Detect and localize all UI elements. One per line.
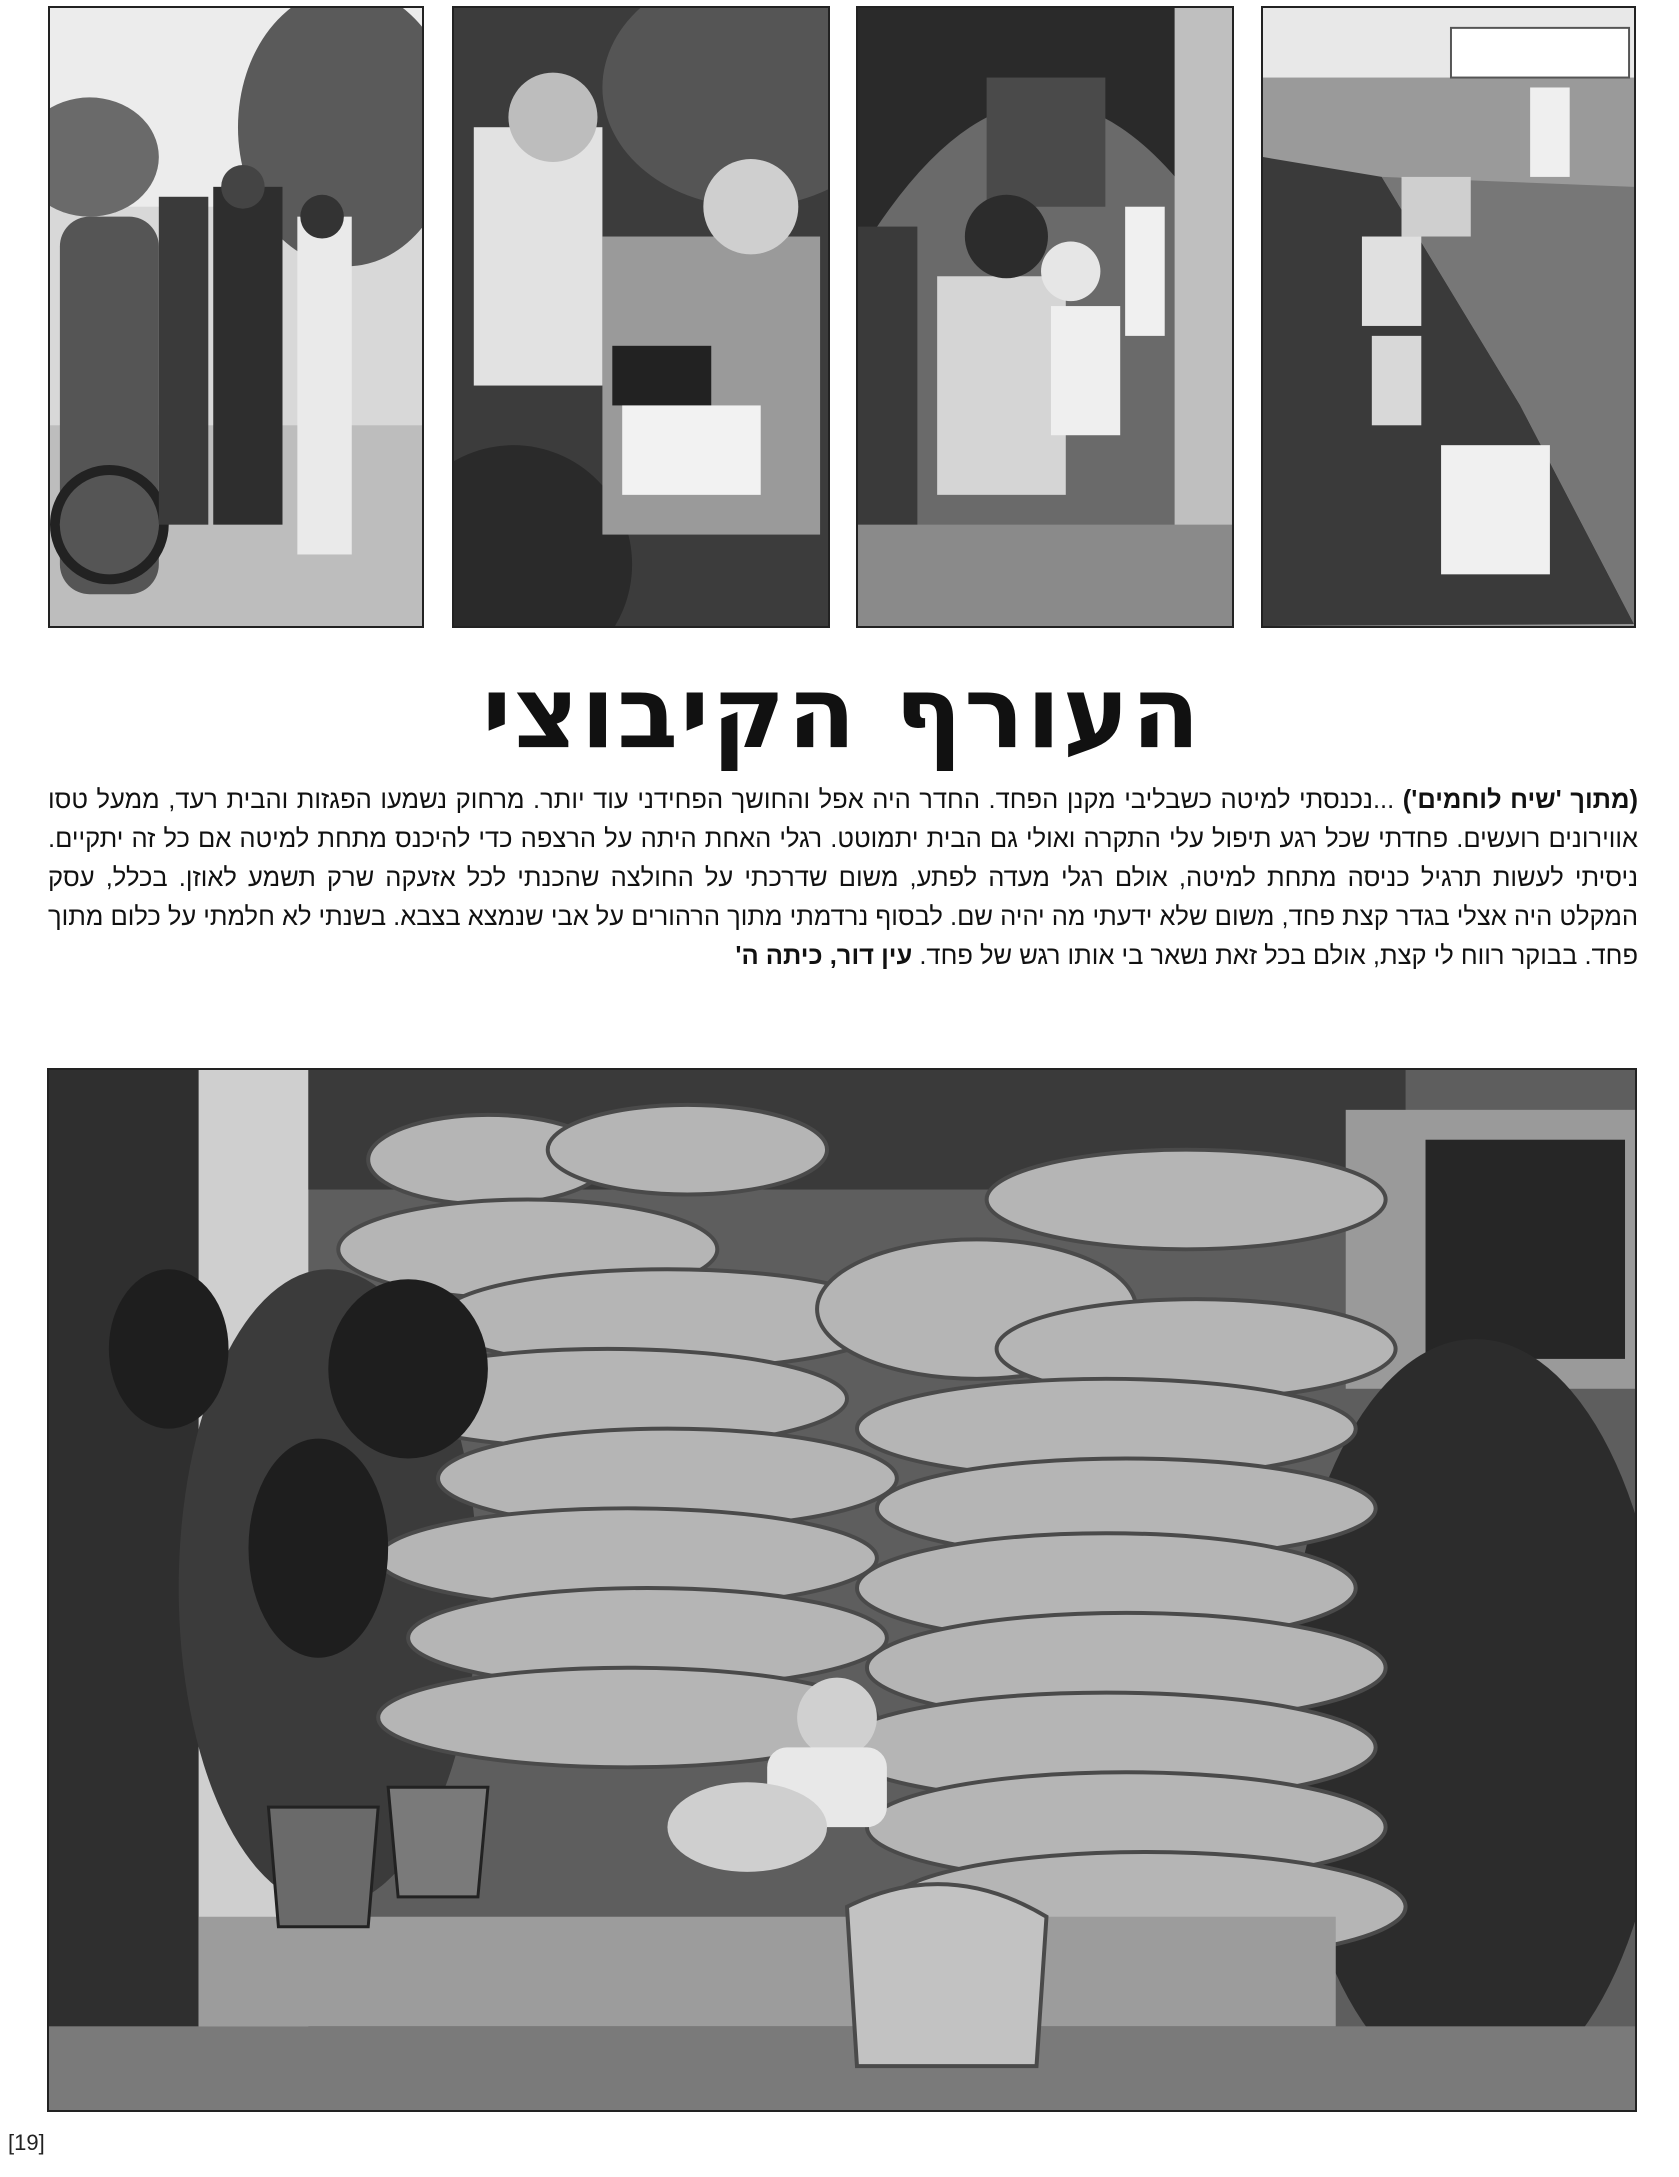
article-source-label: (מתוך 'שיח לוחמים') <box>1402 786 1638 814</box>
photo-men-radio <box>452 6 830 628</box>
article-body <box>48 781 1638 976</box>
photo-family-shelter <box>856 6 1234 628</box>
article-author: עין דור, כיתה ה' <box>735 942 913 970</box>
photo-digging-trenches <box>1261 6 1636 628</box>
photo-soldiers-road <box>48 6 424 628</box>
article-body-text: ...נכנסתי למיטה כשבליבי מקנן הפחד. החדר היה אפל והחושך הפחידני עוד יותר. מרחוק נשמעו הפגזות והבית רעד, ממעל טסו אווירונים רועשים. פחדתי שכל רגע תיפול עלי התקרה ואולי גם הבית יתמוטט. רגלי האחת היתה על הרצפה כדי להיכנס מתחת למיטה אם כל זה יתקיים. ניסיתי לעשות תרגיל כניסה מתחת למיטה, אולם רגלי מעדה לפתע, משום שדרכתי על החולצה שהכנתי לכל אזעקה שרק תשמע לאוזן. בכלל, עסק המקלט היה אצלי בגדר קצת פחד, משום שלא ידעתי מה יהיה שם. לבסוף נרדמתי מתוך הרהורים על אבי שנמצא בצבא. בשנתי לא חלמתי על כלום מתוך פחד. בבוקר רווח לי קצת, אולם בכל זאת נשאר בי אותו רגש של פחד. <box>48 786 1638 970</box>
page-number: [19] <box>8 2130 45 2155</box>
article-title: העורף הקיבוצי <box>482 654 1202 771</box>
photo-sandbags-child <box>47 1068 1637 2112</box>
